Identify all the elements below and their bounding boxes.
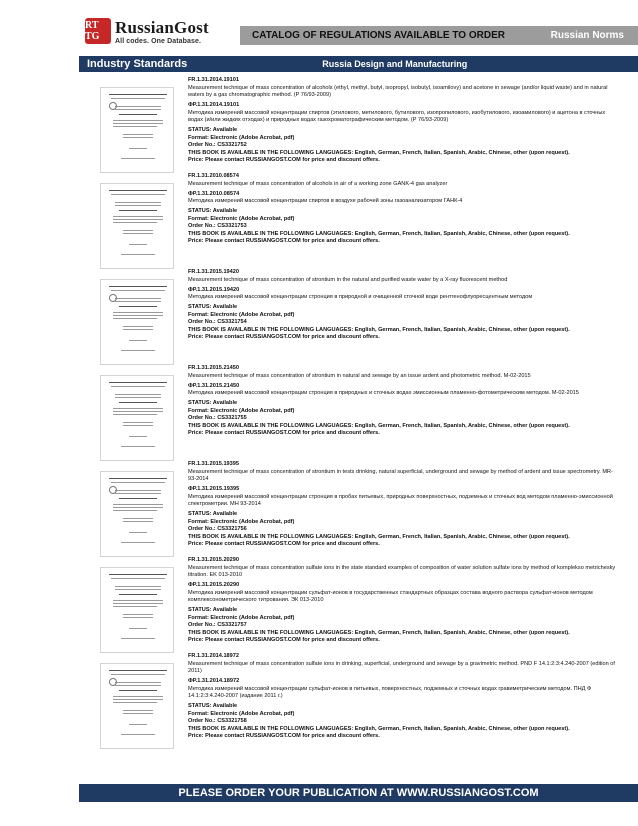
thumbnail-text-line <box>123 425 153 426</box>
entry-order-number: Order No.: CS3321756 <box>188 526 247 532</box>
thumbnail-text-line <box>115 493 161 494</box>
thumbnail-text-line <box>115 205 161 206</box>
entry-code-ru: ФР.1.31.2015.19395 <box>188 486 240 492</box>
thumbnail-text-line <box>123 617 153 618</box>
logo-name: RussianGost <box>115 17 209 37</box>
entry-code-en: FR.1.31.2014.19101 <box>188 77 240 83</box>
entry-price: Price: Please contact RUSSIANGOST.COM for price and discount offers. <box>188 238 380 244</box>
entry-text <box>188 461 618 557</box>
entry-description-en: Measurement technique of mass concentration of alcohols in air of a working zone GANK-4 gas analyzer <box>188 180 448 187</box>
thumbnail-text-line <box>113 219 163 220</box>
catalog-category: Russian Norms <box>550 30 624 41</box>
thumbnail-text-line <box>115 106 161 107</box>
entry-description-en: Measurement technique of mass concentration of strontium in tests drinking, natural superficial, underground and sewage by method of ardent and issue spectrometry. MR-93-2014 <box>188 468 613 482</box>
thumbnail-text-line <box>113 603 163 604</box>
entry-format: Format: Electronic (Adobe Acrobat, pdf) <box>188 215 295 222</box>
entry-code-ru: ФР.1.31.2015.19420 <box>188 286 240 293</box>
thumbnail-text-line <box>115 586 161 587</box>
thumbnail-text-line <box>121 446 155 447</box>
thumbnail-text-line <box>119 306 157 307</box>
entry-status: STATUS: Available <box>188 400 238 406</box>
thumbnail-text-line <box>109 670 167 671</box>
entry-code-en: FR.1.31.2015.19395 <box>188 461 240 467</box>
entry-text <box>188 653 618 751</box>
thumbnail-text-line <box>113 222 157 223</box>
entry-description-ru: Методика измерений массовой концентрации спиртов в воздухе рабочей зоны газоанализатором ГАНК-4 <box>188 198 463 204</box>
entry-code-ru: ФР.1.31.2014.18972 <box>188 678 240 684</box>
entry-description-ru: Методика измерений массовой концентрации стронция в пробах питьевых, природных поверхностных, подземных и сточных вод методом пламенно-эмиссионной спектрометрии. МН 93-2014 <box>188 493 613 507</box>
logo-tagline: All codes. One Database. <box>115 37 202 45</box>
entry-price: Price: Please contact RUSSIANGOST.COM for price and discount offers. <box>188 733 380 739</box>
thumbnail-text-line <box>121 734 155 735</box>
thumbnail-text-line <box>123 713 153 714</box>
thumbnail-text-line <box>111 578 165 579</box>
thumbnail-text-line <box>109 382 167 383</box>
entry-text <box>188 365 618 461</box>
entry-code-en: FR.1.31.2015.20290 <box>188 557 240 563</box>
thumbnail-text-line <box>115 685 161 686</box>
thumbnail-text-line <box>115 298 161 299</box>
entry-languages: THIS BOOK IS AVAILABLE IN THE FOLLOWING LANGUAGES: English, German, French, Italian, Spanish, Arabic, Chinese, other (upon request). <box>188 629 570 636</box>
thumbnail-text-line <box>123 710 153 711</box>
entry-description-en: Measurement technique of mass concentration sulfate ions in the state standard examples of composition of water solution sulfate ions by method of komplekso metrichesky titration. EK 013-2010 <box>188 564 616 578</box>
page-header <box>0 0 638 70</box>
thumbnail-text-line <box>119 690 157 691</box>
thumbnail-text-line <box>113 123 163 124</box>
catalog-entry <box>98 653 618 751</box>
entry-languages: THIS BOOK IS AVAILABLE IN THE FOLLOWING LANGUAGES: English, German, French, Italian, Spanish, Arabic, Chinese, other (upon request). <box>188 230 570 237</box>
entry-code-en: FR.1.31.2010.08574 <box>188 173 240 179</box>
catalog-entry <box>98 77 618 173</box>
thumbnail-text-line <box>113 504 163 505</box>
catalog-entry <box>98 365 618 461</box>
document-thumbnail[interactable] <box>100 663 174 749</box>
entry-status: STATUS: Available <box>188 607 238 613</box>
entry-order-number: Order No.: CS3321752 <box>188 142 247 148</box>
entry-code-ru: ФР.1.31.2015.20290 <box>188 582 240 588</box>
thumbnail-text-line <box>115 394 161 395</box>
entry-status: STATUS: Available <box>188 127 238 133</box>
document-thumbnail[interactable] <box>100 183 174 269</box>
thumbnail-text-line <box>119 498 157 499</box>
thumbnail-text-line <box>111 290 165 291</box>
thumbnail-text-line <box>113 411 163 412</box>
thumbnail-text-line <box>123 422 153 423</box>
entry-status: STATUS: Available <box>188 703 238 709</box>
seal-icon <box>109 486 117 494</box>
entry-code-en: FR.1.31.2015.21450 <box>188 365 240 371</box>
entry-format: Format: Electronic (Adobe Acrobat, pdf) <box>188 311 295 318</box>
thumbnail-text-line <box>121 638 155 639</box>
thumbnail-text-line <box>115 397 161 398</box>
entry-status: STATUS: Available <box>188 208 238 214</box>
entry-code-ru: ФР.1.31.2014.19101 <box>188 102 240 108</box>
thumbnail-text-line <box>115 109 161 110</box>
entry-order-number: Order No.: CS3321753 <box>188 223 247 229</box>
thumbnail-text-line <box>113 126 157 127</box>
entry-price: Price: Please contact RUSSIANGOST.COM for price and discount offers. <box>188 334 380 340</box>
entry-description-en: Measurement technique of mass concentration of alcohols (ethyl, methyl, butyl, isopropyl, isobutyl, isoamilovy) and acetone in sewage (and/or liquid waste) and in natural waters by a gas chromatographic method. (P 76/93-2009) <box>188 84 608 98</box>
thumbnail-text-line <box>109 190 167 191</box>
entry-languages: THIS BOOK IS AVAILABLE IN THE FOLLOWING LANGUAGES: English, German, French, Italian, Spanish, Arabic, Chinese, other (upon request). <box>188 422 570 429</box>
thumbnail-text-line <box>129 436 147 437</box>
thumbnail-text-line <box>123 233 153 234</box>
thumbnail-text-line <box>111 194 165 195</box>
section-strip <box>79 56 638 72</box>
thumbnail-text-line <box>113 510 157 511</box>
thumbnail-text-line <box>119 114 157 115</box>
entry-format: Format: Electronic (Adobe Acrobat, pdf) <box>188 407 295 414</box>
entry-description-ru: Методика измерений массовой концентрации стронция в природных и сточных водах эмиссионным пламенно-фотометрическим методом. М-02-2015 <box>188 390 579 396</box>
document-thumbnail[interactable] <box>100 567 174 653</box>
entry-description-ru: Методика измерений массовой концентрации спиртов (этилового, метилового, бутилового, изопропилового, изобутилового, изоамилового) и ацетона в сточных водах (и/или жидких отходах) и природных водах газохроматографическим методом. (Р 76/93-2009) <box>188 109 606 123</box>
entry-format: Format: Electronic (Adobe Acrobat, pdf) <box>188 614 295 621</box>
thumbnail-text-line <box>115 589 161 590</box>
thumbnail-text-line <box>119 210 157 211</box>
thumbnail-text-line <box>113 414 157 415</box>
entry-languages: THIS BOOK IS AVAILABLE IN THE FOLLOWING LANGUAGES: English, German, French, Italian, Spanish, Arabic, Chinese, other (upon request). <box>188 725 570 732</box>
entry-description-en: Measurement technique of mass concentration sulfate ions in drinking, superficial, underground and sewage by a gravimetric method. PND F 14.1:2:3:4.240-2007 (edition of 2011) <box>188 660 615 674</box>
entry-text <box>188 557 618 653</box>
thumbnail-text-line <box>115 202 161 203</box>
document-thumbnail[interactable] <box>100 87 174 173</box>
entry-price: Price: Please contact RUSSIANGOST.COM for price and discount offers. <box>188 637 380 643</box>
thumbnail-text-line <box>121 158 155 159</box>
thumbnail-text-line <box>123 518 153 519</box>
catalog-entry <box>98 461 618 557</box>
thumbnail-text-line <box>123 329 153 330</box>
thumbnail-text-line <box>113 600 163 601</box>
entry-order-number: Order No.: CS3321758 <box>188 718 247 724</box>
catalog-entry-list <box>98 77 618 751</box>
document-thumbnail[interactable] <box>100 375 174 461</box>
thumbnail-text-line <box>119 594 157 595</box>
thumbnail-text-line <box>121 350 155 351</box>
entry-code-en: FR.1.31.2015.19420 <box>188 269 240 275</box>
thumbnail-text-line <box>123 230 153 231</box>
russiangost-logo[interactable] <box>85 10 260 52</box>
thumbnail-text-line <box>115 301 161 302</box>
thumbnail-text-line <box>115 682 161 683</box>
footer-order-link[interactable]: PLEASE ORDER YOUR PUBLICATION AT WWW.RUSSIANGOST.COM <box>178 787 539 799</box>
entry-status: STATUS: Available <box>188 511 238 517</box>
catalog-entry <box>98 557 618 653</box>
seal-icon <box>109 102 117 110</box>
thumbnail-text-line <box>121 254 155 255</box>
thumbnail-text-line <box>115 490 161 491</box>
entry-price: Price: Please contact RUSSIANGOST.COM for price and discount offers. <box>188 541 380 547</box>
thumbnail-text-line <box>119 402 157 403</box>
thumbnail-text-line <box>129 724 147 725</box>
entry-text <box>188 77 618 173</box>
thumbnail-text-line <box>111 674 165 675</box>
entry-code-en: FR.1.31.2014.18972 <box>188 653 240 659</box>
thumbnail-text-line <box>113 408 163 409</box>
entry-languages: THIS BOOK IS AVAILABLE IN THE FOLLOWING LANGUAGES: English, German, French, Italian, Spanish, Arabic, Chinese, other (upon request). <box>188 533 570 540</box>
thumbnail-text-line <box>113 507 163 508</box>
entry-code-ru: ФР.1.31.2015.21450 <box>188 382 240 389</box>
thumbnail-text-line <box>109 94 167 95</box>
seal-icon <box>109 678 117 686</box>
entry-order-number: Order No.: CS3321755 <box>188 415 247 421</box>
thumbnail-text-line <box>113 120 163 121</box>
entry-text <box>188 269 618 365</box>
thumbnail-text-line <box>113 216 163 217</box>
entry-description-ru: Методика измерений массовой концентрации сульфат-ионов в государственных стандартных образцах состава водного раствора сульфат-ионов методом комплексонометрического титрования. ЭК 013-2010 <box>188 589 593 603</box>
thumbnail-text-line <box>129 148 147 149</box>
section-label-right: Russia Design and Manufacturing <box>322 59 468 69</box>
thumbnail-text-line <box>123 134 153 135</box>
thumbnail-text-line <box>109 478 167 479</box>
entry-price: Price: Please contact RUSSIANGOST.COM for price and discount offers. <box>188 157 380 163</box>
thumbnail-text-line <box>129 628 147 629</box>
entry-order-number: Order No.: CS3321757 <box>188 622 247 628</box>
order-footer[interactable] <box>79 784 638 802</box>
thumbnail-text-line <box>109 574 167 575</box>
entry-format: Format: Electronic (Adobe Acrobat, pdf) <box>188 134 295 141</box>
entry-format: Format: Electronic (Adobe Acrobat, pdf) <box>188 710 295 717</box>
thumbnail-text-line <box>113 312 163 313</box>
logo-mark-icon: RT TG <box>85 18 111 44</box>
thumbnail-text-line <box>111 482 165 483</box>
thumbnail-text-line <box>109 286 167 287</box>
entry-description-ru: Методика измерений массовой концентрации сульфат-ионов в питьевых, поверхностных, подземных и сточных водах гравиметрическим методом. ПНД Ф 14.1:2:3:4.240-2007 (издание 2011 г.) <box>188 685 592 699</box>
thumbnail-text-line <box>111 386 165 387</box>
catalog-entry <box>98 173 618 269</box>
entry-description-en: Measurement technique of mass concentration of strontium in the natural and purified waste water by a X-ray fluorescent method <box>188 276 508 283</box>
entry-languages: THIS BOOK IS AVAILABLE IN THE FOLLOWING LANGUAGES: English, German, French, Italian, Spanish, Arabic, Chinese, other (upon request). <box>188 149 570 156</box>
thumbnail-text-line <box>123 326 153 327</box>
thumbnail-text-line <box>129 340 147 341</box>
thumbnail-text-line <box>123 614 153 615</box>
thumbnail-text-line <box>129 244 147 245</box>
thumbnail-text-line <box>111 98 165 99</box>
entry-code-ru: ФР.1.31.2010.08574 <box>188 190 240 197</box>
entry-text <box>188 173 618 269</box>
entry-description-ru: Методика измерений массовой концентрации стронция в природной и очищенной сточной воде рентгенофлуоресцентным методом <box>188 294 533 300</box>
document-thumbnail[interactable] <box>100 279 174 365</box>
catalog-title-bar <box>240 26 638 45</box>
thumbnail-text-line <box>113 318 157 319</box>
thumbnail-text-line <box>123 137 153 138</box>
entry-format: Format: Electronic (Adobe Acrobat, pdf) <box>188 518 295 525</box>
section-label-left: Industry Standards <box>87 58 188 70</box>
thumbnail-text-line <box>113 696 163 697</box>
thumbnail-text-line <box>123 521 153 522</box>
thumbnail-text-line <box>121 542 155 543</box>
thumbnail-text-line <box>129 532 147 533</box>
seal-icon <box>109 294 117 302</box>
catalog-entry <box>98 269 618 365</box>
entry-order-number: Order No.: CS3321754 <box>188 319 247 325</box>
entry-languages: THIS BOOK IS AVAILABLE IN THE FOLLOWING LANGUAGES: English, German, French, Italian, Spanish, Arabic, Chinese, other (upon request). <box>188 326 570 333</box>
thumbnail-text-line <box>113 702 157 703</box>
thumbnail-text-line <box>113 315 163 316</box>
entry-status: STATUS: Available <box>188 304 238 310</box>
entry-price: Price: Please contact RUSSIANGOST.COM for price and discount offers. <box>188 430 380 436</box>
catalog-title: CATALOG OF REGULATIONS AVAILABLE TO ORDER <box>252 30 505 41</box>
thumbnail-text-line <box>113 699 163 700</box>
document-thumbnail[interactable] <box>100 471 174 557</box>
thumbnail-text-line <box>113 606 157 607</box>
entry-description-en: Measurement technique of mass concentration of strontium in natural and sewage by an issue ardent and photometric method. M-02-2015 <box>188 372 531 379</box>
